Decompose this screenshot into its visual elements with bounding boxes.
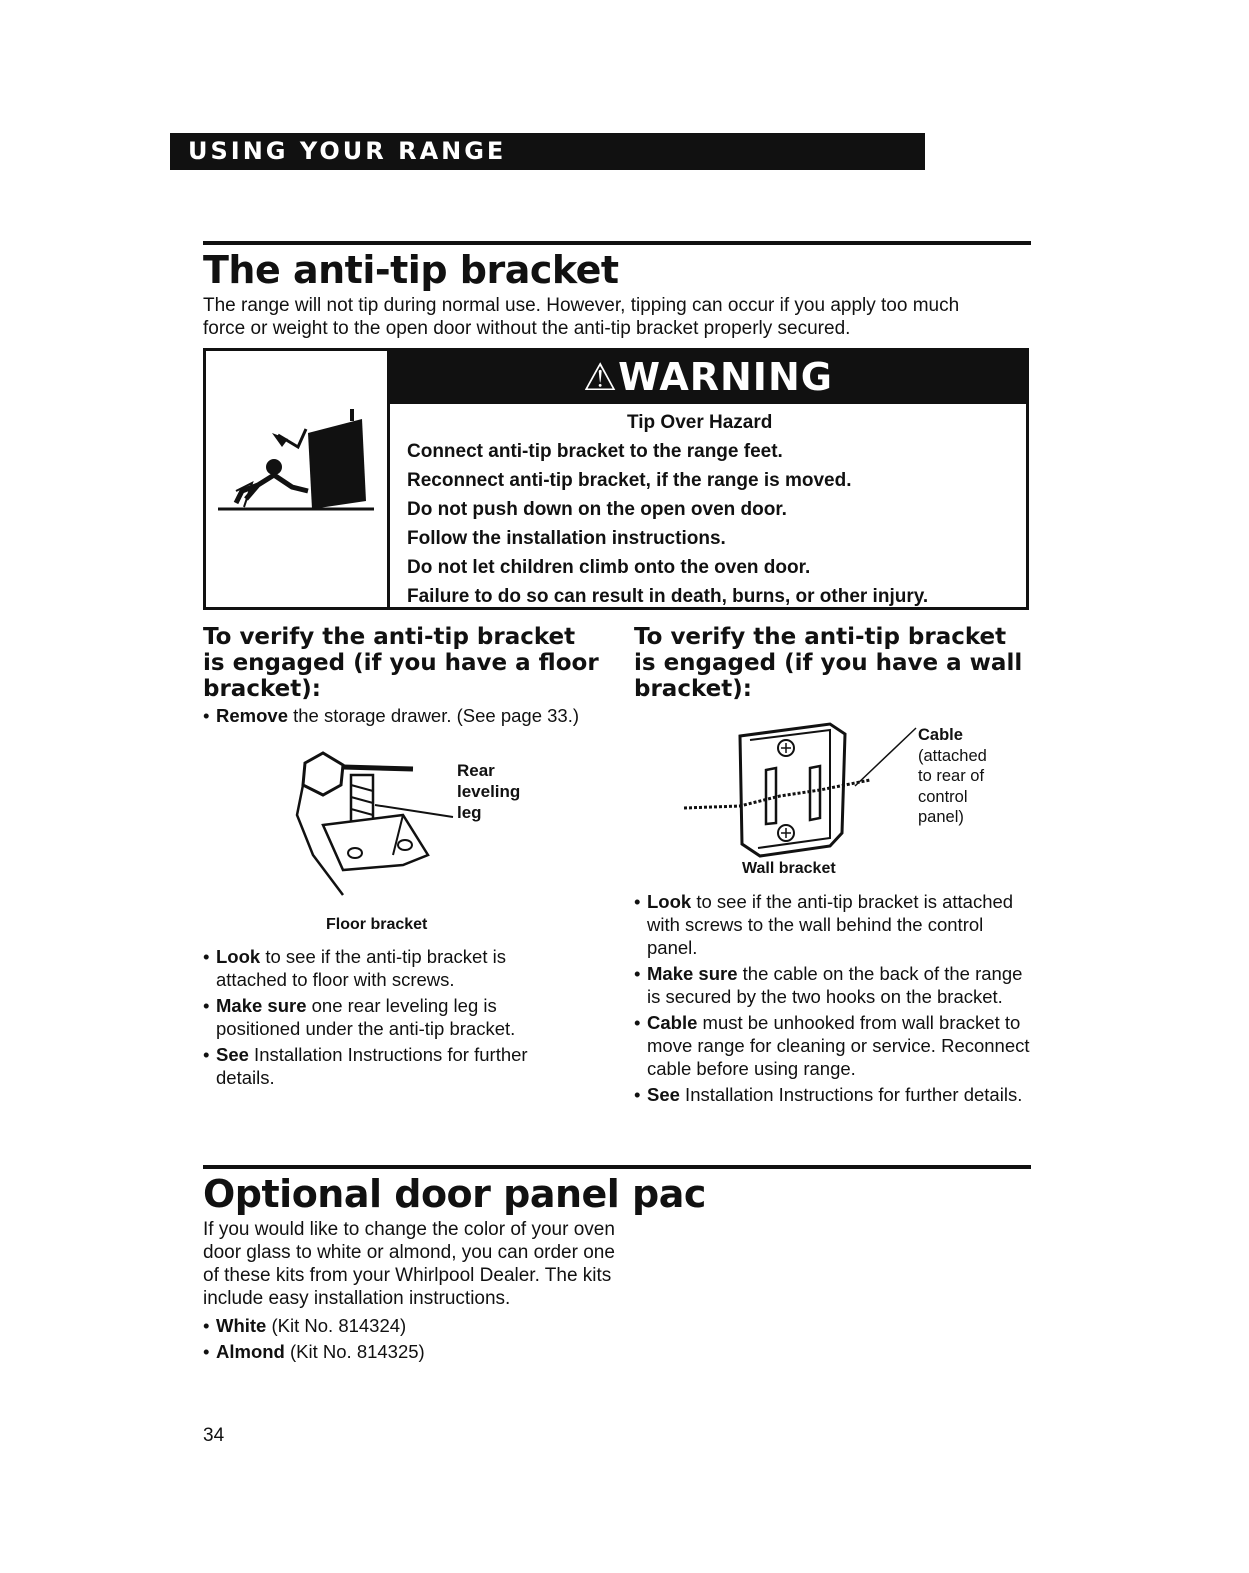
figure-label-line: to rear of: [918, 767, 985, 785]
bullet-text: to see if the anti-tip bracket is attached with screws to the wall behind the control panel.: [647, 891, 1014, 958]
section-header-bar: [170, 133, 925, 170]
bullet-text: must be unhooked from wall bracket to move range for cleaning or service. Reconnect cable before using range.: [647, 1012, 1030, 1079]
warning-banner-text: WARNING: [618, 355, 833, 399]
bullet-text: (Kit No. 814324): [266, 1315, 407, 1336]
warning-triangle-icon: ⚠: [583, 355, 619, 399]
floor-bracket-illustration: [283, 745, 463, 915]
figure-label-line: leveling: [457, 782, 521, 801]
section-title: Optional door panel pac: [203, 1172, 706, 1216]
figure-label-line: leg: [457, 803, 482, 822]
bullet-text: the storage drawer. (See page 33.): [287, 705, 580, 726]
warning-line: Failure to do so can result in death, burns, or other injury.: [407, 586, 929, 607]
wall-bracket-caption: Wall bracket: [742, 860, 836, 877]
warning-line: Reconnect anti-tip bracket, if the range is moved.: [407, 470, 852, 491]
bullet-keyword: Look: [216, 946, 261, 967]
bullet-text: to see if the anti-tip bracket is attached to floor with screws.: [216, 946, 506, 990]
heading-line: bracket):: [634, 676, 752, 702]
bullet-keyword: See: [647, 1084, 680, 1105]
cable-label: [918, 725, 987, 828]
warning-banner: [390, 351, 1026, 404]
bullet-keyword: Remove: [216, 705, 288, 726]
list-item: [203, 1043, 575, 1089]
heading-line: is engaged (if you have a floor: [203, 650, 599, 676]
section-rule: [203, 1165, 1031, 1169]
wall-bracket-illustration: [680, 718, 920, 868]
warning-line: Do not let children climb onto the oven door.: [407, 557, 811, 578]
bullet-keyword: Almond: [216, 1341, 285, 1362]
paragraph-line: of these kits from your Whirlpool Dealer. The kits: [203, 1265, 612, 1286]
bullet-keyword: Make sure: [216, 995, 307, 1016]
heading-line: To verify the anti-tip bracket: [634, 624, 1007, 650]
tip-over-illustration: [216, 391, 376, 526]
bullet-keyword: Cable: [647, 1012, 698, 1033]
intro-paragraph: [203, 294, 959, 340]
bullet-text: Installation Instructions for further details.: [679, 1084, 1023, 1105]
rear-leveling-leg-label: [457, 760, 520, 823]
list-item: [634, 962, 1034, 1008]
warning-line: Do not push down on the open oven door.: [407, 499, 787, 520]
figure-label-line: control: [918, 787, 968, 806]
heading-line: is engaged (if you have a wall: [634, 650, 1023, 676]
paragraph-line: door glass to white or almond, you can order one: [203, 1242, 615, 1263]
warning-hazard-title: Tip Over Hazard: [627, 412, 773, 433]
page-number: 34: [203, 1425, 225, 1446]
heading-line: bracket):: [203, 676, 321, 702]
bullet-text: (Kit No. 814325): [284, 1341, 425, 1362]
bullet-keyword: See: [216, 1044, 249, 1065]
bullet-text: Installation Instructions for further details.: [216, 1044, 528, 1088]
floor-bracket-caption: Floor bracket: [326, 916, 428, 933]
warning-line: Follow the installation instructions.: [407, 528, 726, 549]
page-title: The anti-tip bracket: [203, 248, 619, 292]
floor-bracket-heading: [203, 624, 613, 702]
floor-step-remove: [203, 704, 623, 730]
figure-label-line: Rear: [457, 761, 495, 780]
figure-label-bold: Cable: [918, 726, 963, 744]
bullet-text: one rear leveling leg is positioned under the anti-tip bracket.: [216, 995, 516, 1039]
warning-text: [407, 408, 928, 611]
wall-bracket-bullets: [634, 890, 1034, 1109]
list-item: [634, 890, 1034, 959]
kit-list: [203, 1314, 623, 1366]
figure-label-line: panel): [918, 808, 964, 826]
heading-line: To verify the anti-tip bracket: [203, 624, 576, 650]
intro-line: The range will not tip during normal use. However, tipping can occur if you apply too much: [203, 295, 960, 316]
figure-label-line: (attached: [918, 746, 987, 765]
list-item: [203, 1340, 623, 1363]
list-item: [203, 1314, 623, 1337]
intro-line: force or weight to the open door without the anti-tip bracket properly secured.: [203, 318, 851, 339]
warning-line: Connect anti-tip bracket to the range feet.: [407, 441, 783, 462]
door-panel-paragraph: [203, 1218, 615, 1310]
bullet-text: the cable on the back of the range is secured by the two hooks on the bracket.: [647, 963, 1023, 1007]
wall-bracket-heading: [634, 624, 1034, 702]
floor-bracket-bullets: [203, 945, 575, 1092]
paragraph-line: include easy installation instructions.: [203, 1288, 511, 1309]
bullet-keyword: White: [216, 1315, 267, 1336]
list-item: [203, 945, 575, 991]
paragraph-line: If you would like to change the color of your oven: [203, 1219, 615, 1240]
bullet-keyword: Look: [647, 891, 692, 912]
warning-box: [203, 348, 1029, 610]
section-header-title: USING YOUR RANGE: [188, 137, 507, 165]
bullet-keyword: Make sure: [647, 963, 738, 984]
list-item: [203, 704, 623, 727]
list-item: [634, 1011, 1034, 1080]
list-item: [203, 994, 575, 1040]
list-item: [634, 1083, 1034, 1106]
title-rule: [203, 241, 1031, 245]
